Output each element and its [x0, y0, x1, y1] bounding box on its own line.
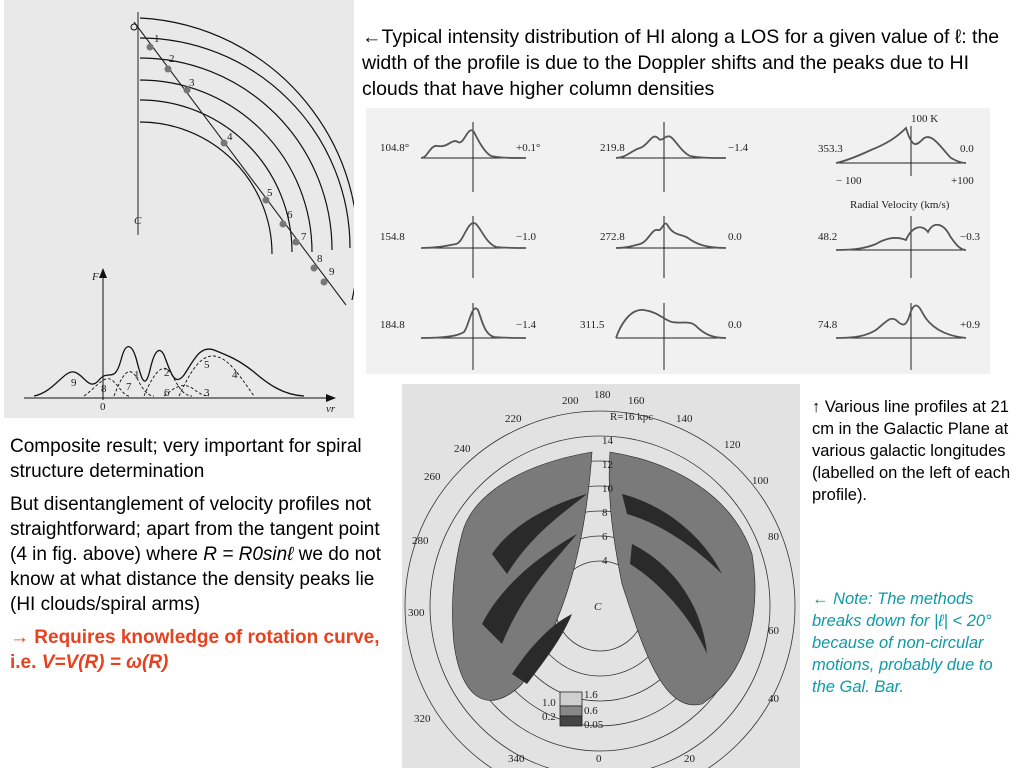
rotation-curve-formula: V=V(R) = ω(R) — [41, 652, 169, 673]
map-left-label: 300 — [408, 607, 425, 619]
map-left-label: 280 — [412, 535, 429, 547]
composite-result-text: Composite result; very important for spiral structure determination — [10, 436, 362, 482]
map-ring-label: 14 — [602, 435, 613, 447]
profile-longitude: 74.8 — [818, 319, 838, 331]
map-legend-value: 0.2 — [542, 711, 556, 723]
profile-panel — [818, 303, 980, 370]
map-right-label: 40 — [768, 693, 779, 705]
rotation-curve-text-a: Requires knowledge of rotation curve, i.e. — [10, 627, 380, 673]
schematic-peak-label: 1 — [134, 369, 140, 381]
profile-latitude: −0.3 — [960, 231, 980, 243]
schematic-point-label: 6 — [287, 209, 293, 221]
map-bottom-label: 0 — [596, 753, 602, 765]
profile-latitude: 0.0 — [960, 143, 974, 155]
profiles-axis-label: Radial Velocity (km/s) — [850, 199, 950, 211]
note-text: Note: The methods breaks down for |ℓ| < 20° because of non-circular motions, probably due to the Gal. Bar. — [812, 590, 993, 696]
disentanglement-text-a: But disentanglement of velocity profiles not straightforward; apart from the tangent point (4 in fig. above) where — [10, 494, 380, 565]
line-profiles-figure — [366, 108, 990, 374]
profiles-scale-label: 100 K — [911, 113, 939, 125]
los-schematic-figure — [4, 0, 354, 418]
profile-panel — [600, 122, 748, 192]
map-ring-label: 12 — [602, 459, 613, 471]
profiles-tick-minus: − 100 — [836, 175, 862, 187]
map-left-label: 220 — [505, 413, 522, 425]
profile-longitude: 311.5 — [580, 319, 605, 331]
caption-top-text: Typical intensity distribution of HI along a LOS for a given value of ℓ: the width of the profile is due to the Doppler shifts and the peaks due to HI clouds that have higher column densities — [362, 26, 1000, 100]
map-ring-label: 10 — [602, 483, 613, 495]
map-ring-label: 4 — [602, 555, 608, 567]
galactic-hi-map — [402, 384, 800, 768]
profile-latitude: +0.9 — [960, 319, 980, 331]
profile-panel — [818, 126, 974, 176]
left-arrow-icon: ← — [812, 590, 829, 608]
schematic-axis-v: vr — [326, 403, 336, 415]
profile-longitude: 48.2 — [818, 231, 838, 243]
note-block — [812, 588, 1002, 698]
profile-latitude: 0.0 — [728, 231, 742, 243]
profile-longitude: 184.8 — [380, 319, 405, 331]
map-center-label: C — [594, 601, 602, 613]
schematic-point-label: 3 — [189, 77, 195, 89]
map-ring-label: 6 — [602, 531, 608, 543]
map-left-label: 240 — [454, 443, 471, 455]
disentanglement-text — [10, 492, 385, 617]
right-text-block — [812, 396, 1012, 506]
profile-latitude: −1.4 — [728, 142, 748, 154]
schematic-point-label: 1 — [154, 33, 160, 45]
schematic-point-label: 8 — [317, 253, 323, 265]
line-profiles-caption: Various line profiles at 21 cm in the Galactic Plane at various galactic longitudes (labelled on the left of each profile). — [812, 398, 1011, 504]
map-right-label: 60 — [768, 625, 779, 637]
map-legend-value: 0.6 — [584, 705, 598, 717]
profile-latitude: −1.4 — [516, 319, 536, 331]
schematic-peak-label: 5 — [204, 359, 210, 371]
map-legend-value: 1.0 — [542, 697, 556, 709]
profile-panel — [818, 216, 980, 278]
schematic-peak-label: 4 — [232, 369, 238, 381]
rotation-curve-text — [10, 625, 385, 675]
map-right-label: 80 — [768, 531, 779, 543]
schematic-point-label: 7 — [301, 231, 307, 243]
tangent-formula: R = R0sinℓ — [203, 544, 294, 565]
map-bottom-label: 340 — [508, 753, 525, 765]
schematic-origin: 0 — [100, 401, 106, 413]
map-left-label: 260 — [424, 471, 441, 483]
schematic-peak-label: 9 — [71, 377, 77, 389]
map-left-label: 320 — [414, 713, 431, 725]
schematic-peak-label: 7 — [126, 381, 132, 393]
profile-longitude: 154.8 — [380, 231, 405, 243]
schematic-peak-label: 2 — [164, 367, 170, 379]
schematic-peak-label: 8 — [101, 383, 107, 395]
up-arrow-icon: ↑ — [812, 398, 821, 416]
map-top-label: 160 — [628, 395, 645, 407]
schematic-point-label: 5 — [267, 187, 273, 199]
map-legend-value: 1.6 — [584, 689, 598, 701]
profile-longitude: 104.8° — [380, 142, 410, 154]
profile-longitude: 353.3 — [818, 143, 843, 155]
caption-top — [362, 24, 1022, 102]
map-bottom-label: 20 — [684, 753, 695, 765]
left-arrow-icon: ← — [362, 26, 382, 48]
schematic-point-label: 4 — [227, 131, 233, 143]
profile-panel — [380, 303, 536, 370]
profile-panel — [380, 122, 540, 192]
profile-latitude: −1.0 — [516, 231, 536, 243]
schematic-center-label: C — [134, 215, 142, 227]
profiles-tick-plus: +100 — [951, 175, 974, 187]
profile-panel — [380, 216, 536, 278]
profile-panel — [580, 303, 742, 370]
schematic-point-label: 2 — [169, 53, 175, 65]
map-ring-label: R=16 kpc — [610, 411, 654, 423]
profile-latitude: +0.1° — [516, 142, 541, 154]
map-top-label: 200 — [562, 395, 579, 407]
map-right-label: 120 — [724, 439, 741, 451]
map-right-label: 140 — [676, 413, 693, 425]
profile-longitude: 219.8 — [600, 142, 625, 154]
schematic-peak-label: 6 — [164, 387, 170, 399]
right-arrow-icon: → — [10, 627, 29, 648]
disentanglement-text-b: we do not know at what distance the density peaks lie (HI clouds/spiral arms) — [10, 544, 382, 615]
map-legend-value: 0.05 — [584, 719, 604, 731]
profile-panel — [600, 216, 742, 278]
left-text-block — [10, 434, 385, 683]
schematic-point-label: 9 — [329, 266, 335, 278]
map-right-label: 100 — [752, 475, 769, 487]
profile-longitude: 272.8 — [600, 231, 625, 243]
map-top-label: 180 — [594, 389, 611, 401]
schematic-axis-f: F — [92, 271, 99, 283]
profile-latitude: 0.0 — [728, 319, 742, 331]
schematic-peak-label: 3 — [204, 387, 210, 399]
map-ring-label: 8 — [602, 507, 608, 519]
